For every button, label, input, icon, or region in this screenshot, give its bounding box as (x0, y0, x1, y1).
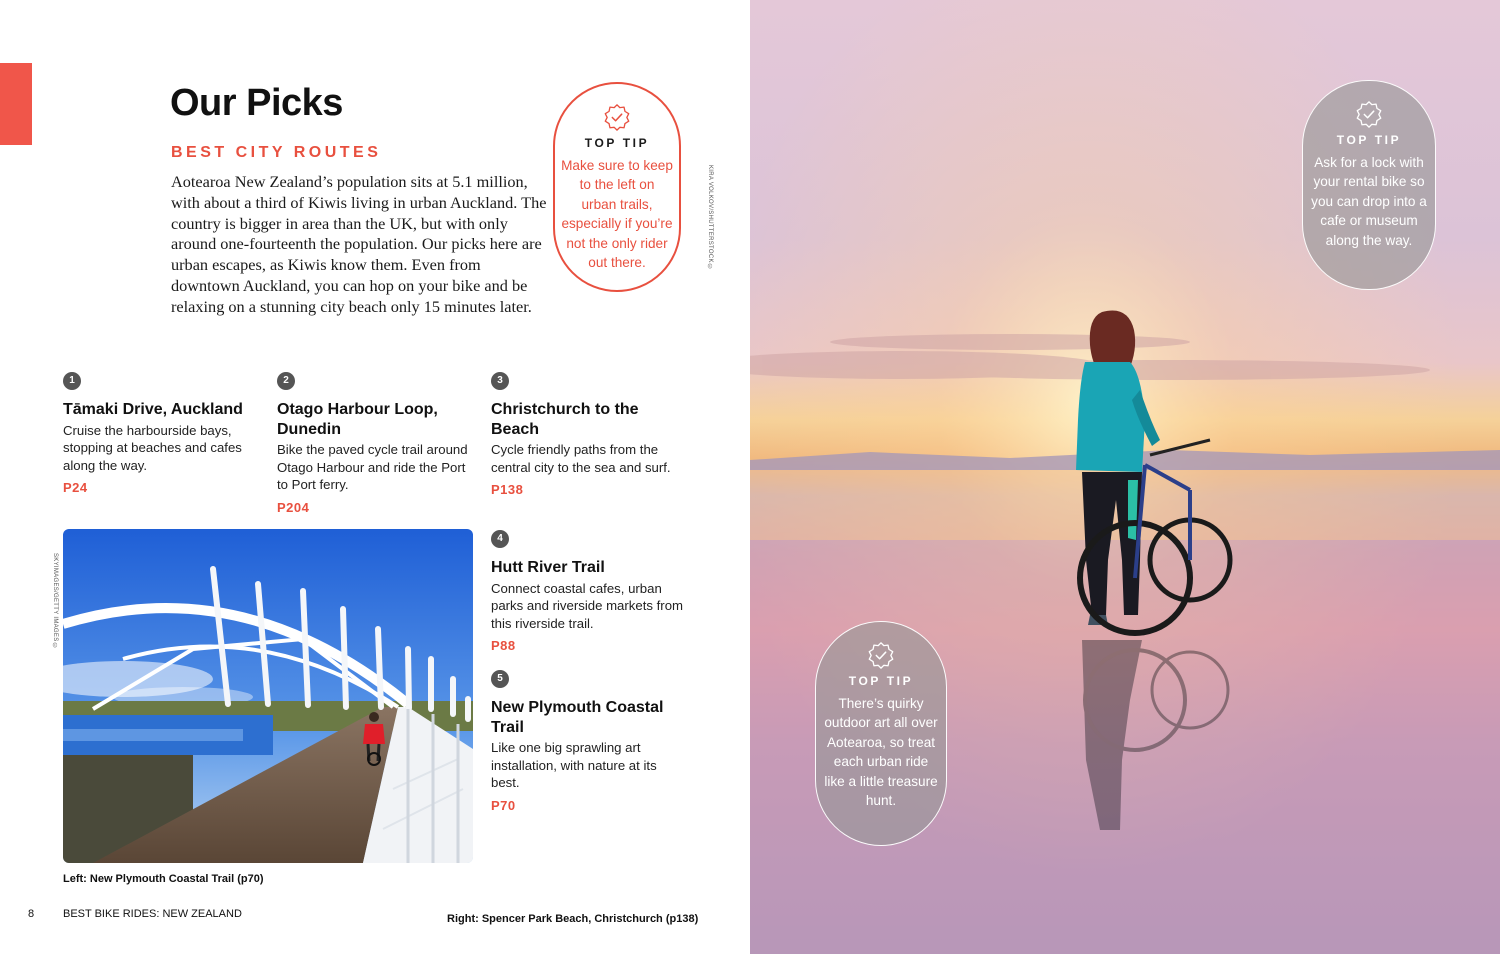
tip-body: There’s quirky outdoor art all over Aotearoa, so treat each urban ride like a little treasure hunt. (824, 696, 938, 809)
top-tip-right-upper (1302, 80, 1436, 290)
badge-check-icon (602, 102, 632, 132)
badge-check-icon (866, 640, 896, 670)
route-number: 2 (277, 372, 295, 390)
section-kicker: BEST CITY ROUTES (171, 144, 382, 161)
route-description: Bike the paved cycle trail around Otago Harbour and ride the Port to Port ferry. (277, 442, 468, 493)
photo-credit-left: SKYIMAGES/GETTY IMAGES © (52, 553, 58, 650)
route-item-5 (491, 668, 681, 813)
page-title: Our Picks (170, 82, 343, 124)
tip-heading: TOP TIP (848, 674, 914, 688)
route-name: Tāmaki Drive, Auckland (63, 401, 243, 418)
route-number: 4 (491, 530, 509, 548)
route-description: Connect coastal cafes, urban parks and riverside markets from this riverside trail. (491, 580, 684, 631)
running-head: BEST BIKE RIDES: NEW ZEALAND (63, 908, 242, 920)
route-name: Otago Harbour Loop, Dunedin (277, 401, 438, 438)
bridge-photo-image (63, 529, 473, 863)
badge-check-icon (1354, 99, 1384, 129)
route-name: Hutt River Trail (491, 559, 605, 576)
right-page-photo (750, 0, 1500, 954)
route-item-2 (277, 370, 477, 515)
intro-paragraph: Aotearoa New Zealand’s population sits at 5.1 million, with about a third of Kiwis living in urban Auckland. The country is bigger in area than the UK, but with only around one-fourteenth the population. Our picks here are urban escapes, as Kiwis know them. Even from downtown Auckland, you can hop on your bike and be relaxing on a stunning city beach only 15 minutes later. (171, 172, 547, 316)
route-item-1 (63, 370, 263, 495)
bridge-photo (63, 529, 473, 863)
top-tip-right-lower (815, 621, 947, 846)
route-number: 1 (63, 372, 81, 390)
route-page-ref[interactable]: P204 (277, 499, 310, 515)
tip-heading: TOP TIP (584, 136, 650, 150)
caption-left: Left: New Plymouth Coastal Trail (p70) (63, 873, 264, 885)
route-number: 3 (491, 372, 509, 390)
route-page-ref[interactable]: P70 (491, 797, 516, 813)
route-name: New Plymouth Coastal Trail (491, 699, 664, 736)
route-page-ref[interactable]: P138 (491, 482, 524, 498)
route-description: Cruise the harbourside bays, stopping at beaches and cafes along the way. (63, 422, 242, 473)
section-tab (0, 63, 32, 145)
route-page-ref[interactable]: P24 (63, 480, 88, 496)
route-description: Like one big sprawling art installation, with nature at its best. (491, 740, 657, 791)
page-number: 8 (28, 908, 35, 920)
route-page-ref[interactable]: P88 (491, 638, 516, 654)
route-name: Christchurch to the Beach (491, 401, 639, 438)
route-item-3 (491, 370, 681, 497)
tip-body: Make sure to keep to the left on urban trails, especially if you’re not the only rider out there. (561, 158, 673, 271)
route-number: 5 (491, 670, 509, 688)
route-description: Cycle friendly paths from the central city to the sea and surf. (491, 442, 671, 475)
top-tip-left (553, 82, 681, 292)
tip-body: Ask for a lock with your rental bike so you can drop into a cafe or museum along the way. (1311, 155, 1427, 248)
tip-heading: TOP TIP (1336, 133, 1402, 147)
photo-credit-right: KIRA VOLKOV/SHUTTERSTOCK © (707, 165, 713, 272)
route-item-4 (491, 528, 686, 653)
caption-right: Right: Spencer Park Beach, Christchurch (p138) (447, 913, 699, 925)
